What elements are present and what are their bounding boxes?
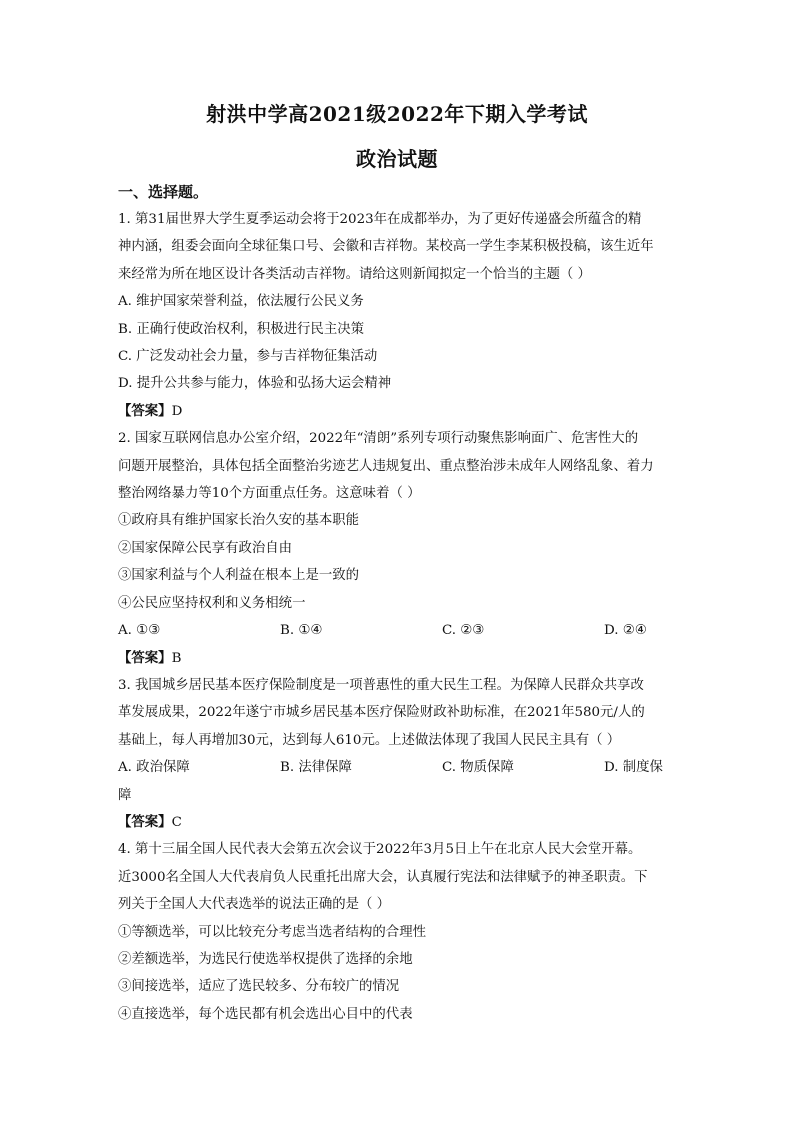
question-line: 近3000名全国人大代表肩负人民重托出席大会，认真履行宪法和法律赋予的神圣职责。下 [118, 869, 648, 885]
statement-4: ④公民应坚持权利和义务相统一 [118, 595, 306, 611]
page-subtitle: 政治试题 [356, 147, 438, 171]
option-c: C. 广泛发动社会力量，参与吉祥物征集活动 [118, 349, 378, 365]
question-line: 1. 第31届世界大学生夏季运动会将于2023年在成都举办，为了更好传递盛会所蕴含的精 [118, 212, 642, 227]
choice-a: A. 政治保障 [118, 760, 190, 776]
answer-value: B [171, 650, 182, 666]
answer-value: C [171, 814, 182, 830]
choice-wrap: 障 [118, 787, 132, 803]
answer-label: 【答案】 [118, 650, 172, 666]
answer-line [118, 809, 678, 836]
answer-label: 【答案】 [118, 814, 172, 830]
question-1 [118, 206, 678, 425]
choice-row [118, 754, 678, 781]
statement-3: ③间接选举，适应了选民较多、分布较广的情况 [118, 979, 400, 995]
answer-line [118, 398, 678, 425]
section-heading: 一、选择题。 [118, 183, 209, 201]
question-line: 2. 国家互联网信息办公室介绍，2022年“清朗”系列专项行动聚焦影响面广、危害性大的 [118, 431, 639, 447]
question-line: 整治网络暴力等10个方面重点任务。这意味着（ ） [118, 486, 421, 502]
question-line: 革发展成果，2022年遂宁市城乡居民基本医疗保险财政补助标准，在2021年580元/人的 [118, 705, 645, 721]
choice-b: B. ①④ [280, 623, 323, 639]
question-line: 3. 我国城乡居民基本医疗保险制度是一项普惠性的重大民生工程。为保障人民群众共享改 [118, 677, 644, 693]
option-d: D. 提升公共参与能力，体验和弘扬大运会精神 [118, 376, 392, 392]
question-3 [118, 672, 678, 836]
question-line: 来经常为所在地区设计各类活动吉祥物。请给这则新闻拟定一个恰当的主题（ ） [118, 266, 591, 282]
page-title: 射洪中学高2021级2022年下期入学考试 [206, 102, 588, 126]
answer-label: 【答案】 [118, 403, 172, 419]
question-list [118, 206, 678, 1028]
question-line: 神内涵，组委会面向全球征集口号、会徽和吉祥物。某校高一学生李某积极投稿，该生近年 [118, 239, 654, 255]
choice-c: C. 物质保障 [442, 760, 514, 776]
statement-1: ①等额选举，可以比较充分考虑当选者结构的合理性 [118, 924, 426, 940]
answer-value: D [171, 403, 183, 419]
question-2 [118, 425, 678, 672]
choice-b: B. 法律保障 [280, 760, 352, 776]
statement-3: ③国家利益与个人利益在根本上是一致的 [118, 568, 360, 584]
statement-4: ④直接选举，每个选民都有机会选出心目中的代表 [118, 1006, 413, 1022]
choice-d: D. ②④ [604, 623, 647, 639]
question-line: 4. 第十三届全国人民代表大会第五次会议于2022年3月5日上午在北京人民大会堂开幕。 [118, 842, 642, 858]
choice-row [118, 617, 678, 644]
question-line: 基础上，每人再增加30元，达到每人610元。上述做法体现了我国人民民主具有（ ） [118, 732, 621, 748]
option-b: B. 正确行使政治权利，积极进行民主决策 [118, 321, 364, 337]
question-line: 问题开展整治，具体包括全面整治劣迹艺人违规复出、重点整治涉未成年人网络乱象、着力 [118, 458, 654, 474]
question-line: 列关于全国人大代表选举的说法正确的是（ ） [118, 897, 391, 913]
choice-a: A. ①③ [118, 623, 161, 639]
choice-d: D. 制度保 [604, 760, 663, 776]
question-4 [118, 836, 678, 1028]
statement-2: ②国家保障公民享有政治自由 [118, 540, 293, 556]
answer-line [118, 645, 678, 672]
statement-2: ②差额选举，为选民行使选举权提供了选择的余地 [118, 951, 413, 967]
option-a: A. 维护国家荣誉利益，依法履行公民义务 [118, 294, 364, 310]
choice-c: C. ②③ [442, 623, 485, 639]
statement-1: ①政府具有维护国家长治久安的基本职能 [118, 513, 360, 529]
